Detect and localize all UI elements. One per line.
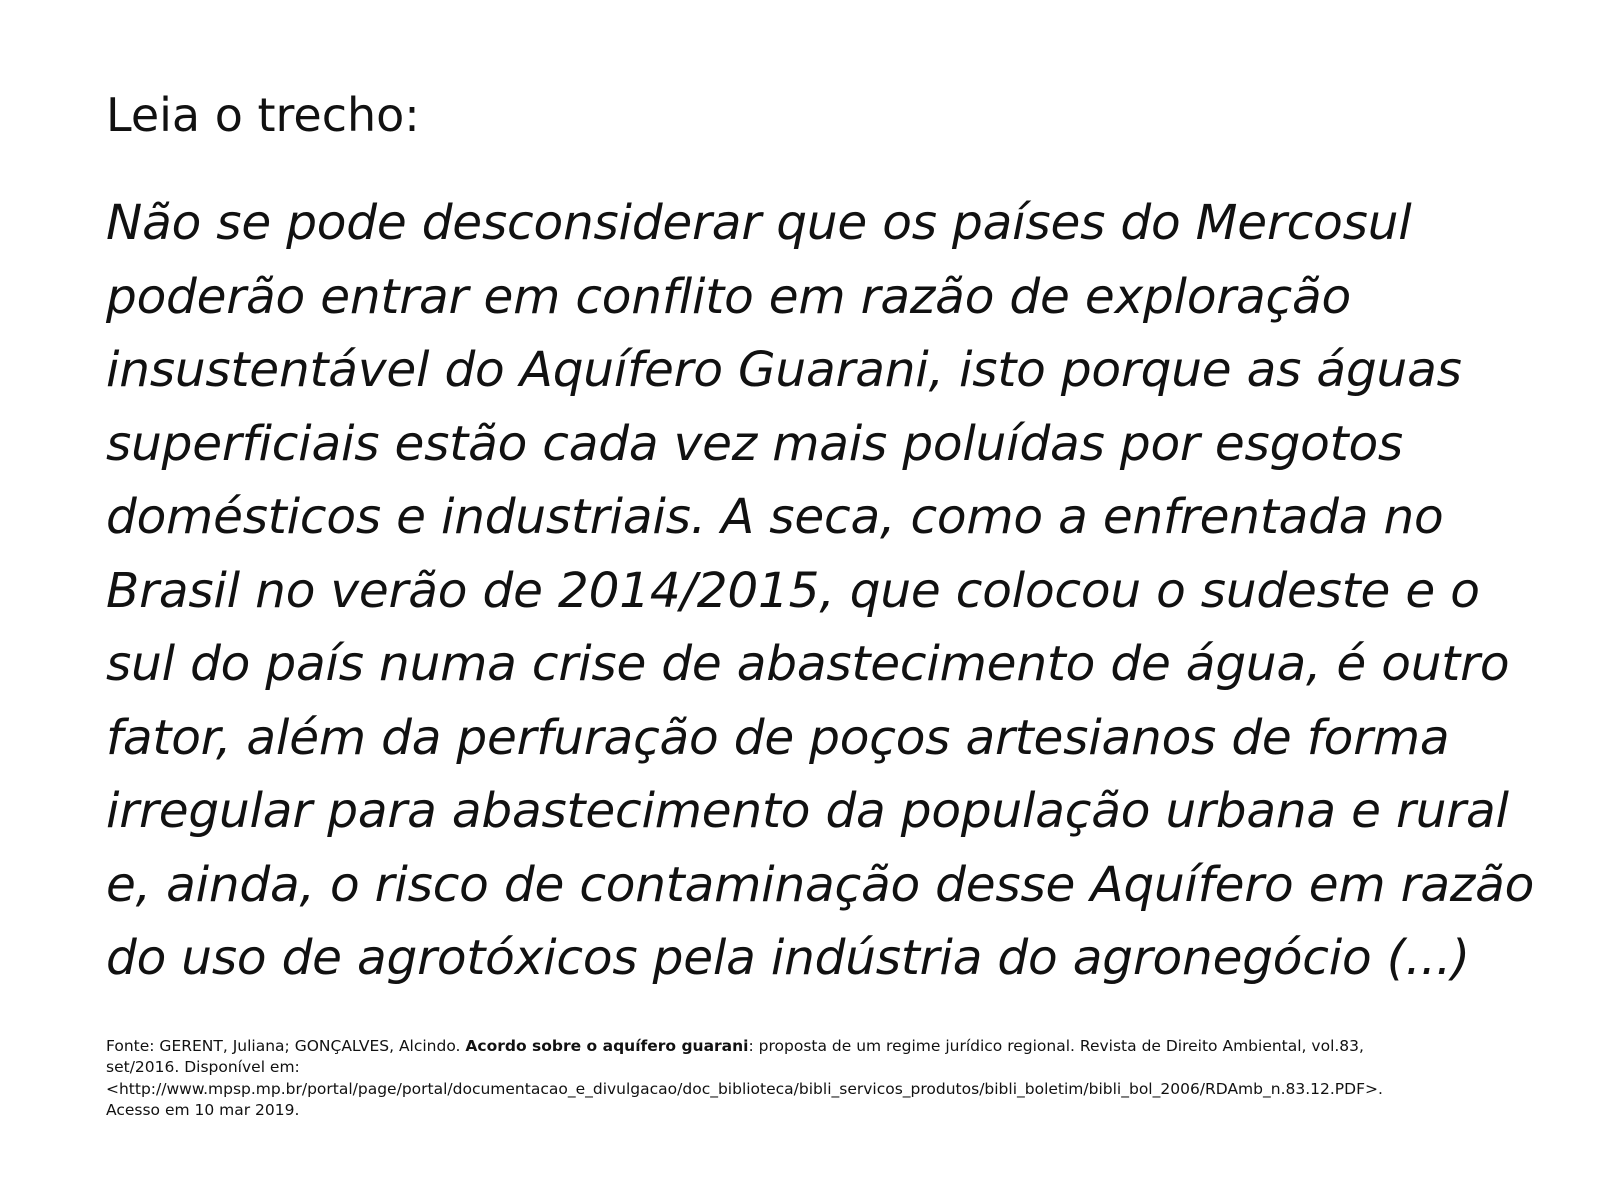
excerpt-line: Não se pode desconsiderar que os países do Mercosul <box>106 195 1412 252</box>
excerpt-line: superficiais estão cada vez mais poluídas por esgotos <box>106 415 1404 472</box>
page-heading: Leia o trecho: <box>106 88 420 142</box>
citation-access-date: Acesso em 10 mar 2019. <box>106 1101 300 1120</box>
excerpt-line: fator, além da perfuração de poços artesianos de forma <box>106 709 1450 766</box>
excerpt-line: insustentável do Aquífero Guarani, isto porque as águas <box>106 342 1462 399</box>
citation-url: <http://www.mpsp.mp.br/portal/page/portal/documentacao_e_divulgacao/doc_biblioteca/bibli_servicos_produtos/bibli_boletim/bibli_bol_2006/RDAmb_n.83.12.PDF>. <box>106 1079 1383 1098</box>
excerpt-line: do uso de agrotóxicos pela indústria do agronegócio (...) <box>106 930 1470 987</box>
quoted-excerpt <box>106 187 1535 996</box>
excerpt-line: irregular para abastecimento da população urbana e rural <box>106 783 1509 840</box>
excerpt-line: domésticos e industriais. A seca, como a enfrentada no <box>106 489 1444 546</box>
citation-title: Acordo sobre o aquífero guarani <box>465 1036 749 1055</box>
citation-suffix: : proposta de um regime jurídico regional. Revista de Direito Ambiental, vol.83, <box>748 1036 1364 1055</box>
excerpt-line: Brasil no verão de 2014/2015, que colocou o sudeste e o <box>106 562 1480 619</box>
document-page <box>106 88 1535 1122</box>
excerpt-line: e, ainda, o risco de contaminação desse Aquífero em razão <box>106 856 1535 913</box>
source-citation <box>106 1036 1496 1122</box>
excerpt-line: sul do país numa crise de abastecimento de água, é outro <box>106 636 1510 693</box>
excerpt-line: poderão entrar em conflito em razão de exploração <box>106 268 1352 325</box>
citation-prefix: Fonte: GERENT, Juliana; GONÇALVES, Alcindo. <box>106 1036 466 1055</box>
citation-line: set/2016. Disponível em: <box>106 1058 300 1077</box>
citation-line <box>106 1036 1496 1058</box>
